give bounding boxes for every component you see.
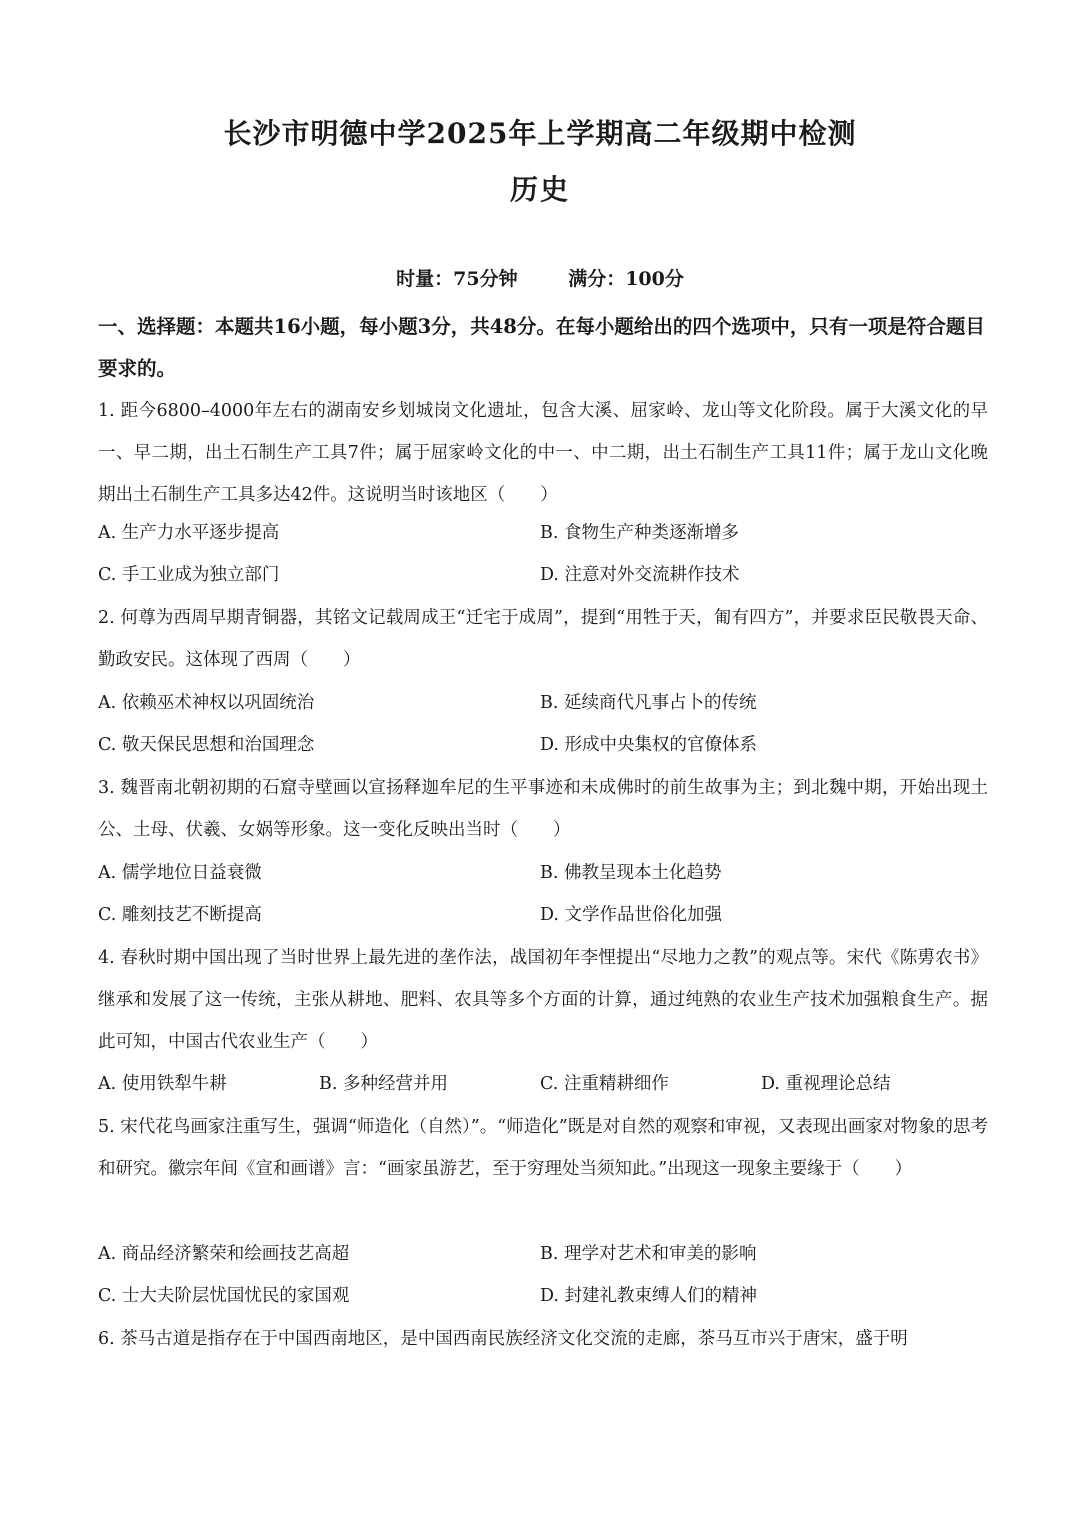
full-score: 满分：100分 xyxy=(568,268,684,290)
question-stem: 5. 宋代花鸟画家注重写生，强调“师造化（自然）”。“师造化”既是对自然的观察和审视，又表现出画家对物象的思考和研究。徽宗年间《宣和画谱》言：“画家虽游艺，至于穷理处当须知此。”出现这一现象主要缘于（ ） xyxy=(98,1117,988,1179)
option-b: B. 延续商代凡事占卜的传统 xyxy=(540,693,757,713)
question-stem: 4. 春秋时期中国出现了当时世界上最先进的垄作法，战国初年李悝提出“尽地力之教”的观点等。宋代《陈旉农书》继承和发展了这一传统，主张从耕地、肥料、农具等多个方面的计算，通过纯熟的农业生产技术加强粮食生产。据此可知，中国古代农业生产（ ） xyxy=(98,948,988,1052)
option-b: B. 食物生产种类逐渐增多 xyxy=(540,523,739,543)
option-b: B. 理学对艺术和审美的影响 xyxy=(540,1244,757,1264)
question-stem: 2. 何尊为西周早期青铜器，其铭文记载周成王“迁宅于成周”，提到“用牲于天，匍有四方”，并要求臣民敬畏天命、勤政安民。这体现了西周（ ） xyxy=(98,608,988,670)
option-grid xyxy=(98,512,988,596)
option-c: C. 手工业成为独立部门 xyxy=(98,565,280,585)
option-d: D. 文学作品世俗化加强 xyxy=(540,905,723,925)
option-d: D. 封建礼教束缚人们的精神 xyxy=(540,1286,758,1306)
question-stem: 6. 茶马古道是指存在于中国西南地区，是中国西南民族经济文化交流的走廊，茶马互市兴于唐宋，盛于明 xyxy=(98,1329,908,1349)
option-d: D. 形成中央集权的官僚体系 xyxy=(540,735,758,755)
option-c: C. 雕刻技艺不断提高 xyxy=(98,905,262,925)
option-a: A. 依赖巫术神权以巩固统治 xyxy=(98,693,315,713)
option-d: D. 重视理论总结 xyxy=(761,1074,891,1094)
option-a: A. 商品经济繁荣和绘画技艺高超 xyxy=(98,1244,350,1264)
option-grid xyxy=(98,852,988,936)
option-c: C. 敬天保民思想和治国理念 xyxy=(98,735,315,755)
question-stem: 1. 距今6800–4000年左右的湖南安乡划城岗文化遗址，包含大溪、屈家岭、龙山等文化阶段。属于大溪文化的早一、早二期，出土石制生产工具7件；属于屈家岭文化的中一、中二期，出土石制生产工具11件；属于龙山文化晚期出土石制生产工具多达42件。这说明当时该地区（ ） xyxy=(98,401,988,505)
section-heading: 一、选择题：本题共16小题，每小题3分，共48分。在每小题给出的四个选项中，只有一项是符合题目要求的。 xyxy=(98,315,985,380)
option-a: A. 生产力水平逐步提高 xyxy=(98,523,280,543)
option-row xyxy=(98,1063,988,1105)
exam-subject: 历史 xyxy=(509,173,570,206)
exam-meta xyxy=(0,264,1080,291)
option-c: C. 士大夫阶层忧国忧民的家国观 xyxy=(98,1286,350,1306)
option-grid xyxy=(98,1233,988,1317)
option-c: C. 注重精耕细作 xyxy=(540,1074,669,1094)
exam-title: 长沙市明德中学2025年上学期高二年级期中检测 xyxy=(223,117,857,150)
option-grid xyxy=(98,682,988,766)
option-a: A. 儒学地位日益衰微 xyxy=(98,863,262,883)
option-b: B. 多种经营并用 xyxy=(319,1074,448,1094)
option-d: D. 注意对外交流耕作技术 xyxy=(540,565,740,585)
question-stem: 3. 魏晋南北朝初期的石窟寺壁画以宣扬释迦牟尼的生平事迹和未成佛时的前生故事为主；到北魏中期，开始出现土公、土母、伏羲、女娲等形象。这一变化反映出当时（ ） xyxy=(98,778,988,840)
time-limit: 时量：75分钟 xyxy=(396,268,518,290)
option-a: A. 使用铁犁牛耕 xyxy=(98,1074,227,1094)
option-b: B. 佛教呈现本土化趋势 xyxy=(540,863,722,883)
